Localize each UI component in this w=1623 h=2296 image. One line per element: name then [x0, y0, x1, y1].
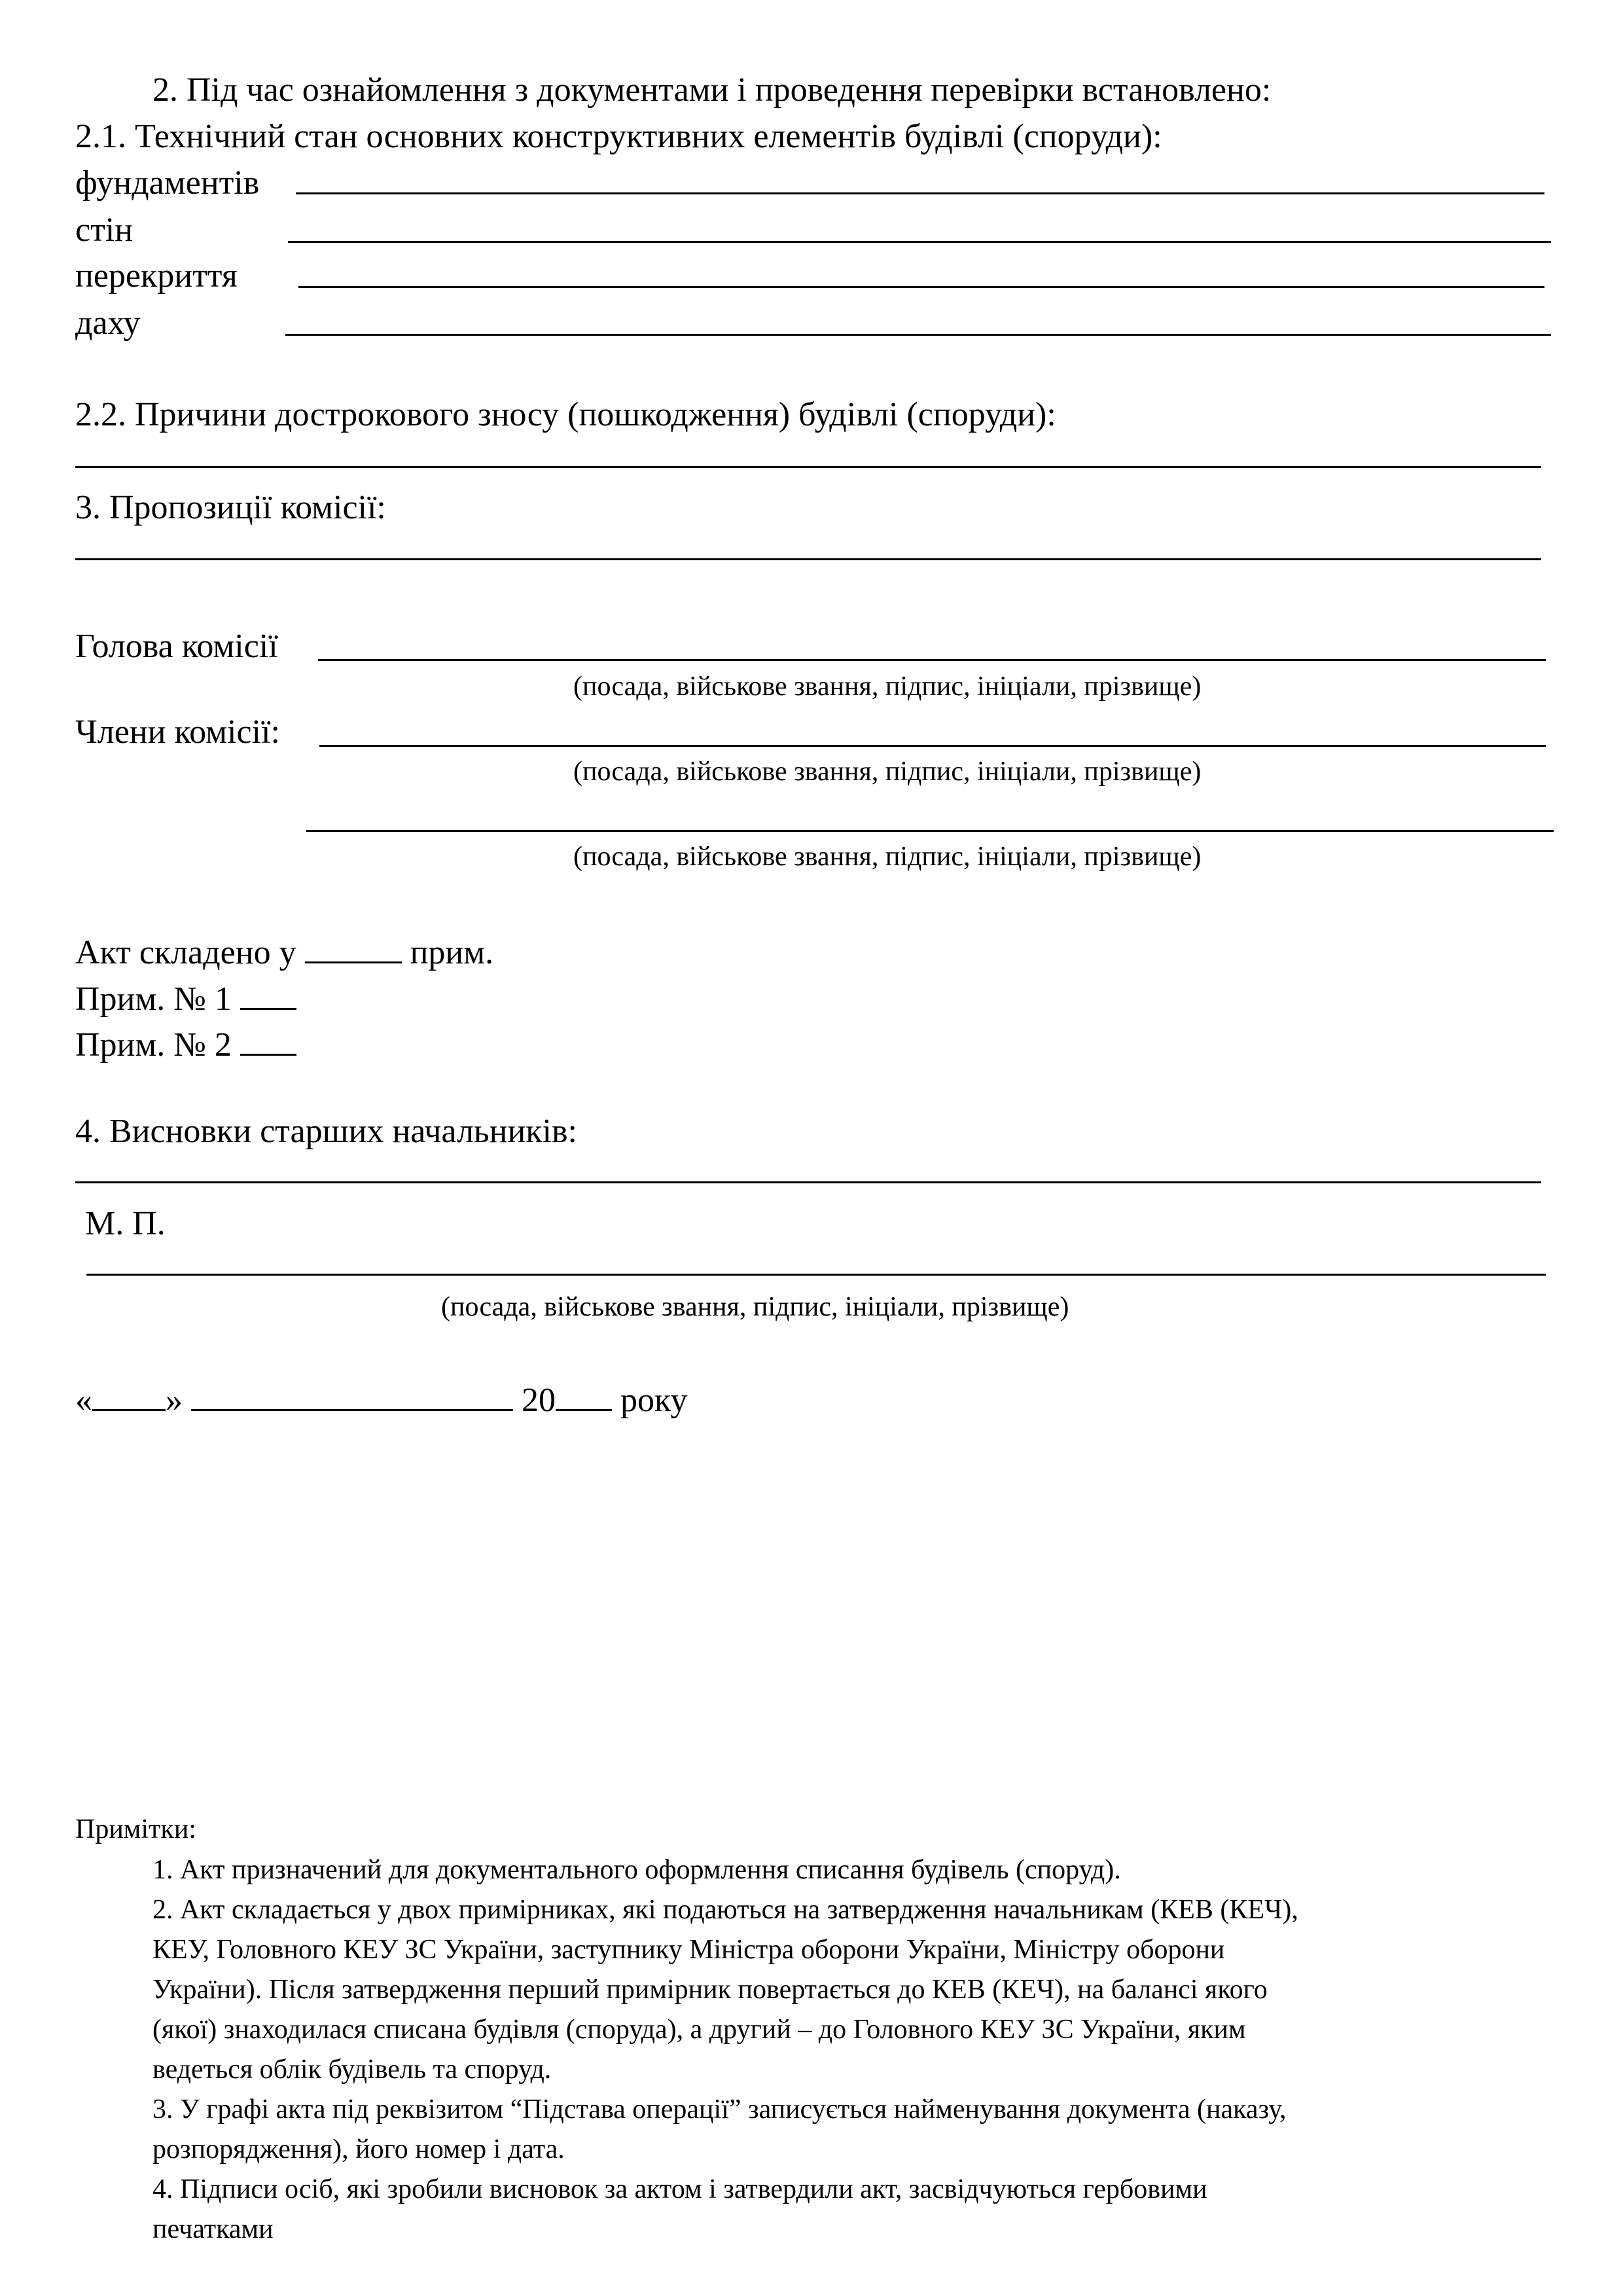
element-label-walls: стін: [75, 211, 134, 249]
note-line: розпорядження), його номер і дата.: [152, 2134, 565, 2164]
section-2-2-heading: 2.2. Причини дострокового зносу (пошкодження) будівлі (споруди):: [75, 396, 1056, 433]
note-line: КЕУ, Головного КЕУ ЗС України, заступнику Міністра оборони України, Міністру оборони: [152, 1935, 1225, 1965]
note-line: печатками: [152, 2214, 274, 2244]
roof-field[interactable]: [285, 334, 1551, 336]
notes-title: Примітки:: [75, 1814, 196, 1844]
section-2-heading: 2. Під час ознайомлення з документами і проведення перевірки встановлено:: [152, 71, 1272, 109]
section-3-heading: 3. Пропозиції комісії:: [75, 489, 386, 526]
note-line: 1. Акт призначений для документального оформлення списання будівель (споруд).: [152, 1855, 1121, 1885]
signature-caption: (посада, військове звання, підпис, ініціали, прізвище): [441, 1292, 1069, 1322]
date-open-quote: «: [75, 1381, 92, 1419]
copy-1-line: [75, 977, 296, 1016]
date-year-field[interactable]: [556, 1378, 612, 1411]
element-label-ceiling: перекриття: [75, 257, 238, 295]
copy-2-line: [75, 1023, 296, 1062]
stamp-place-label: М. П.: [85, 1205, 166, 1242]
note-line: України). Після затвердження перший примірник повертається до КЕВ (КЕЧ), на балансі якого: [152, 1975, 1268, 2005]
member-1-signature-field[interactable]: [319, 745, 1546, 747]
note-line: ведеться облік будівель та споруд.: [152, 2054, 552, 2085]
date-year-suffix: року: [620, 1381, 688, 1419]
early-wear-reasons-field[interactable]: [75, 466, 1541, 468]
note-line: 2. Акт складається у двох примірниках, які подаються на затвердження начальникам (КЕВ (КЕЧ),: [152, 1895, 1298, 1925]
chair-signature-field[interactable]: [318, 659, 1546, 661]
element-label-roof: даху: [75, 304, 141, 342]
ceiling-field[interactable]: [298, 286, 1544, 288]
copies-count-field[interactable]: [305, 931, 402, 963]
signature-caption: (посада, військове звання, підпис, ініціали, прізвище): [573, 672, 1202, 702]
note-line: 3. У графі акта під реквізитом “Підстава операції” записується найменування документа (наказу,: [152, 2094, 1287, 2125]
date-year-prefix: 20: [522, 1381, 556, 1419]
note-line: (якої) знаходилася списана будівля (споруда), а другий – до Головного КЕУ ЗС України, яким: [152, 2015, 1246, 2045]
walls-field[interactable]: [288, 241, 1551, 243]
copy-1-label: Прим. № 1: [75, 980, 232, 1018]
foundations-field[interactable]: [296, 192, 1544, 194]
section-4-heading: 4. Висновки старших начальників:: [75, 1113, 577, 1150]
copies-made-prefix: Акт складено у: [75, 933, 296, 971]
copy-2-label: Прим. № 2: [75, 1026, 232, 1064]
signature-caption: (посада, військове звання, підпис, ініціали, прізвище): [573, 757, 1202, 787]
section-2-1-heading: 2.1. Технічний стан основних конструктивних елементів будівлі (споруди):: [75, 118, 1162, 155]
copy-2-field[interactable]: [240, 1023, 296, 1056]
chair-label: Голова комісії: [75, 628, 278, 665]
element-label-foundations: фундаментів: [75, 164, 260, 202]
date-line: [75, 1378, 688, 1418]
copies-made-suffix: прим.: [410, 933, 494, 971]
note-line: 4. Підписи осіб, які зробили висновок за актом і затвердили акт, засвідчуються гербовими: [152, 2174, 1207, 2204]
member-2-signature-field[interactable]: [306, 830, 1554, 832]
copy-1-field[interactable]: [240, 977, 296, 1010]
date-close-quote: »: [166, 1381, 183, 1419]
members-label: Члени комісії:: [75, 713, 280, 751]
date-month-field[interactable]: [191, 1378, 513, 1411]
commission-proposals-field[interactable]: [75, 558, 1541, 560]
signature-caption: (посада, військове звання, підпис, ініціали, прізвище): [573, 842, 1202, 872]
copies-made-line: [75, 931, 493, 970]
senior-conclusions-field[interactable]: [75, 1181, 1541, 1183]
senior-signature-field[interactable]: [86, 1274, 1546, 1276]
date-day-field[interactable]: [92, 1378, 166, 1411]
